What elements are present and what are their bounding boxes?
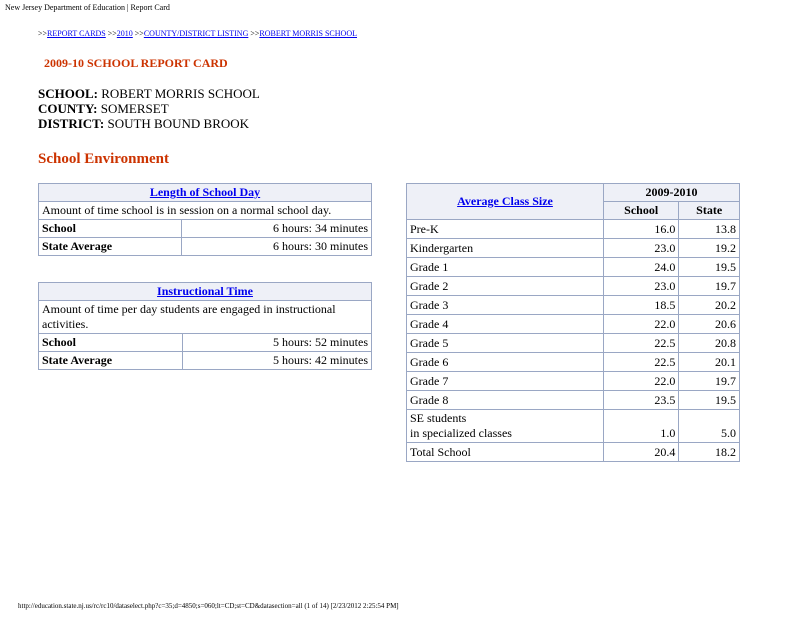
row-value: 6 hours: 34 minutes (182, 220, 372, 238)
state-value-cell: 20.6 (679, 315, 740, 334)
state-value-cell: 19.5 (679, 391, 740, 410)
school-value-cell: 22.0 (604, 315, 679, 334)
breadcrumb-school[interactable]: ROBERT MORRIS SCHOOL (259, 29, 357, 38)
grade-cell: Grade 2 (407, 277, 604, 296)
table-row (407, 315, 740, 334)
page-header: New Jersey Department of Education | Report Card (5, 3, 170, 12)
state-value-cell: 19.2 (679, 239, 740, 258)
length-of-day-description: Amount of time school is in session on a normal school day. (39, 202, 372, 220)
school-column-header: School (604, 202, 679, 220)
grade-cell: Grade 4 (407, 315, 604, 334)
school-value-cell: 23.0 (604, 277, 679, 296)
length-of-day-header (39, 184, 372, 202)
length-of-day-link[interactable]: Length of School Day (149, 185, 261, 199)
grade-cell: Grade 6 (407, 353, 604, 372)
report-title: 2009-10 SCHOOL REPORT CARD (44, 56, 228, 70)
grade-cell: Grade 5 (407, 334, 604, 353)
breadcrumb-2010[interactable]: 2010 (116, 29, 133, 38)
row-value: 5 hours: 52 minutes (182, 334, 371, 352)
table-row (39, 352, 372, 370)
table-row (407, 239, 740, 258)
county-name: SOMERSET (100, 101, 169, 116)
district-name: SOUTH BOUND BROOK (107, 116, 250, 131)
state-value-cell: 19.7 (679, 372, 740, 391)
row-label: School (39, 334, 183, 352)
instructional-time-link[interactable]: Instructional Time (157, 284, 253, 298)
school-value-cell: 23.0 (604, 239, 679, 258)
grade-cell: Kindergarten (407, 239, 604, 258)
row-value: 6 hours: 30 minutes (182, 238, 372, 256)
table-row (407, 220, 740, 239)
row-label: School (39, 220, 182, 238)
row-label: State Average (39, 352, 183, 370)
state-value-cell: 20.8 (679, 334, 740, 353)
school-line: SCHOOL: ROBERT MORRIS SCHOOL (38, 86, 260, 101)
table-row (407, 443, 740, 462)
county-line: COUNTY: SOMERSET (38, 101, 169, 116)
row-label: State Average (39, 238, 182, 256)
table-row (39, 220, 372, 238)
school-value-cell: 24.0 (604, 258, 679, 277)
school-value-cell: 22.5 (604, 334, 679, 353)
table-row (407, 353, 740, 372)
grade-cell: Grade 7 (407, 372, 604, 391)
state-value-cell: 18.2 (679, 443, 740, 462)
table-row (407, 372, 740, 391)
table-row (407, 334, 740, 353)
class-size-table (406, 183, 740, 462)
breadcrumb: >>REPORT CARDS >>2010 >>COUNTY/DISTRICT LISTING >>ROBERT MORRIS SCHOOL (38, 29, 357, 38)
table-row (407, 258, 740, 277)
class-size-header (407, 184, 604, 220)
page-footer: http://education.state.nj.us/rc/rc10/dataselect.php?c=35;d=4850;s=060;lt=CD;st=CD&datasection=all (1 of 14) [2/23/2012 2:25:54 PM] (18, 602, 399, 610)
year-header: 2009-2010 (604, 184, 740, 202)
breadcrumb-county-district-listing[interactable]: COUNTY/DISTRICT LISTING (143, 29, 249, 38)
grade-cell: SE students in specialized classes (407, 410, 604, 443)
breadcrumb-report-cards[interactable]: REPORT CARDS (47, 29, 106, 38)
state-column-header: State (679, 202, 740, 220)
school-value-cell: 18.5 (604, 296, 679, 315)
grade-cell: Pre-K (407, 220, 604, 239)
state-value-cell: 19.7 (679, 277, 740, 296)
school-info (38, 86, 260, 131)
grade-cell: Grade 1 (407, 258, 604, 277)
table-row (407, 410, 740, 443)
school-value-cell: 20.4 (604, 443, 679, 462)
class-size-link[interactable]: Average Class Size (457, 194, 553, 208)
instructional-time-header (39, 283, 372, 301)
table-row (39, 334, 372, 352)
table-row (407, 391, 740, 410)
length-of-day-table (38, 183, 372, 256)
school-value-cell: 1.0 (604, 410, 679, 443)
state-value-cell: 5.0 (679, 410, 740, 443)
state-value-cell: 20.1 (679, 353, 740, 372)
school-value-cell: 16.0 (604, 220, 679, 239)
grade-cell: Grade 8 (407, 391, 604, 410)
state-value-cell: 20.2 (679, 296, 740, 315)
instructional-time-description: Amount of time per day students are engaged in instructional activities. (39, 301, 372, 334)
grade-cell: Total School (407, 443, 604, 462)
table-row (407, 277, 740, 296)
row-value: 5 hours: 42 minutes (182, 352, 371, 370)
school-value-cell: 22.0 (604, 372, 679, 391)
table-row (407, 296, 740, 315)
state-value-cell: 13.8 (679, 220, 740, 239)
school-name: ROBERT MORRIS SCHOOL (101, 86, 260, 101)
table-row (39, 238, 372, 256)
school-value-cell: 23.5 (604, 391, 679, 410)
state-value-cell: 19.5 (679, 258, 740, 277)
grade-cell: Grade 3 (407, 296, 604, 315)
instructional-time-table (38, 282, 372, 370)
school-value-cell: 22.5 (604, 353, 679, 372)
section-title: School Environment (38, 151, 169, 167)
district-line: DISTRICT: SOUTH BOUND BROOK (38, 116, 250, 131)
